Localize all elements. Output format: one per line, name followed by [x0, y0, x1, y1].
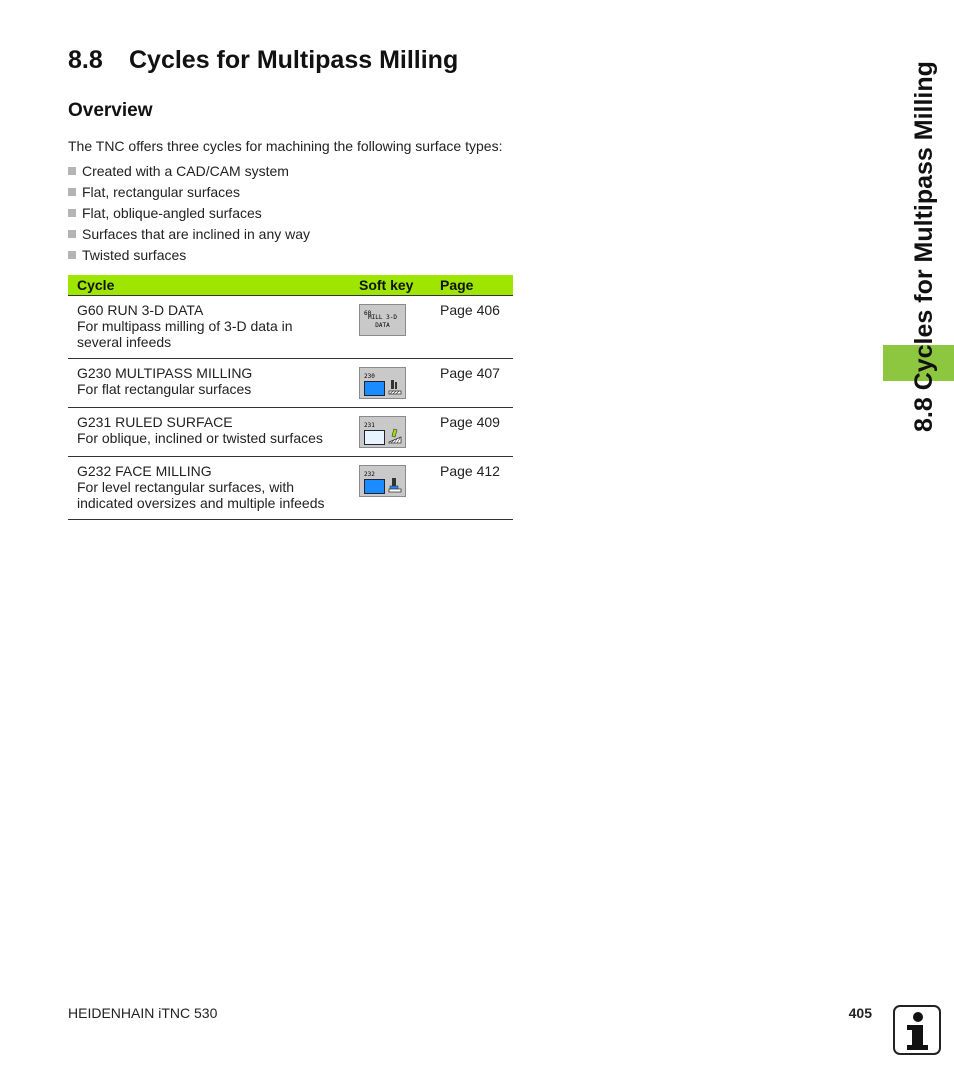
milling-tool-icon — [388, 428, 402, 444]
list-item: Flat, rectangular surfaces — [68, 184, 310, 205]
column-header-page: Page — [431, 275, 513, 296]
bullet-square-icon — [68, 209, 76, 217]
cycle-desc-line: For flat rectangular surfaces — [77, 381, 252, 397]
softkey-cell — [350, 457, 431, 520]
milling-tool-icon — [388, 379, 402, 395]
list-item: Twisted surfaces — [68, 247, 310, 268]
cycle-title: G230 MULTIPASS MILLING — [77, 365, 253, 381]
page-reference: Page 412 — [431, 457, 513, 520]
intro-text: The TNC offers three cycles for machining the following surface types: — [68, 138, 503, 154]
vertical-section-title: 8.8 Cycles for Multipass Milling — [910, 61, 938, 432]
softkey-text: MILL 3-D DATA — [368, 314, 397, 329]
table-row — [68, 457, 513, 520]
info-icon — [893, 1005, 941, 1055]
softkey-label: 60 — [364, 310, 372, 317]
softkey-cell — [350, 359, 431, 408]
cycle-description — [68, 296, 350, 359]
face-surface-icon — [364, 479, 385, 494]
cycle-desc-line: indicated oversizes and multiple infeeds — [77, 495, 325, 511]
softkey-g231[interactable] — [359, 416, 406, 448]
bullet-square-icon — [68, 167, 76, 175]
cycle-desc-line: For multipass milling of 3-D data in — [77, 318, 293, 334]
page-reference: Page 406 — [431, 296, 513, 359]
section-number: 8.8 — [68, 46, 103, 74]
cycle-description — [68, 359, 350, 408]
surface-type-list — [68, 163, 310, 268]
page-reference: Page 409 — [431, 408, 513, 457]
list-item: Surfaces that are inclined in any way — [68, 226, 310, 247]
table-row — [68, 359, 513, 408]
table-header-row — [68, 275, 513, 296]
milling-tool-icon — [388, 477, 402, 493]
bullet-square-icon — [68, 230, 76, 238]
table-row — [68, 408, 513, 457]
list-item: Flat, oblique-angled surfaces — [68, 205, 310, 226]
cycle-desc-line: several infeeds — [77, 334, 172, 350]
cycle-desc-line: For oblique, inclined or twisted surfaces — [77, 430, 323, 446]
cycle-description — [68, 457, 350, 520]
ruled-surface-icon — [364, 430, 385, 445]
softkey-cell — [350, 296, 431, 359]
softkey-g232[interactable] — [359, 465, 406, 497]
section-title: Cycles for Multipass Milling — [129, 46, 459, 74]
cycle-desc-line: For level rectangular surfaces, with — [77, 479, 295, 495]
cycle-description — [68, 408, 350, 457]
overview-heading: Overview — [68, 100, 153, 121]
softkey-cell — [350, 408, 431, 457]
softkey-label: 230 — [364, 373, 375, 380]
cycle-title: G60 RUN 3-D DATA — [77, 302, 204, 318]
bullet-square-icon — [68, 188, 76, 196]
list-item: Created with a CAD/CAM system — [68, 163, 310, 184]
page-reference: Page 407 — [431, 359, 513, 408]
softkey-g60[interactable] — [359, 304, 406, 336]
softkey-g230[interactable] — [359, 367, 406, 399]
flat-surface-icon — [364, 381, 385, 396]
softkey-label: 232 — [364, 471, 375, 478]
table-row — [68, 296, 513, 359]
footer-product: HEIDENHAIN iTNC 530 — [68, 1005, 218, 1021]
page-title — [68, 46, 458, 75]
column-header-cycle: Cycle — [68, 275, 350, 296]
cycle-title: G232 FACE MILLING — [77, 463, 212, 479]
bullet-square-icon — [68, 251, 76, 259]
column-header-softkey: Soft key — [350, 275, 431, 296]
cycles-table — [68, 275, 513, 520]
page-number: 405 — [848, 1005, 872, 1021]
softkey-label: 231 — [364, 422, 375, 429]
cycle-title: G231 RULED SURFACE — [77, 414, 233, 430]
